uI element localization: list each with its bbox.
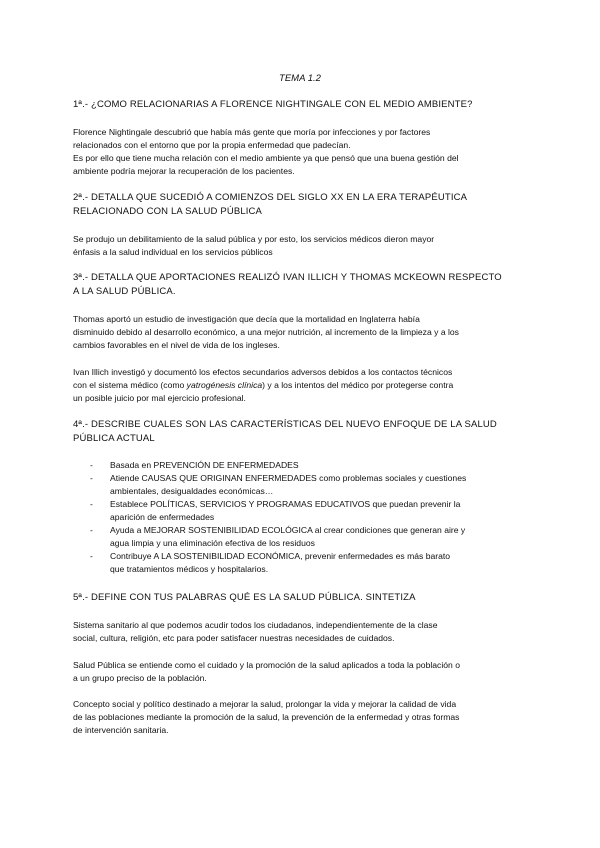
answer-line: relacionados con el entorno que por la propia enfermedad que padecían.	[73, 140, 351, 150]
question-2-heading	[73, 191, 528, 219]
answer-line: Florence Nightingale descubrió que había más gente que moría por infecciones y por factores	[73, 127, 431, 137]
answer-line: Salud Pública se entiende como el cuidado y la promoción de la salud aplicados a toda la población o	[73, 660, 460, 670]
answer-line: Sistema sanitario al que podemos acudir todos los ciudadanos, independientemente de la clase	[73, 620, 438, 630]
text-run: ) y a los intentos del médico por protegerse contra	[262, 380, 454, 390]
heading-line: 2ª.- DETALLA QUE SUCEDIÓ A COMIENZOS DEL SIGLO XX EN LA ERA TERAPÉUTICA	[73, 192, 468, 203]
answer-3-thomas	[73, 313, 533, 352]
answer-line: a un grupo preciso de la población.	[73, 673, 207, 683]
answer-5-para-1	[73, 619, 533, 645]
dash-bullet: -	[90, 473, 93, 483]
heading-line: 4ª.- DESCRIBE CUALES SON LAS CARACTERÍSTICAS DEL NUEVO ENFOQUE DE LA SALUD	[73, 419, 497, 430]
answer-line: de las poblaciones mediante la promoción de la salud, la prevención de la enfermedad y otras formas	[73, 712, 460, 722]
list-item-line: aparición de enfermedades	[110, 512, 215, 522]
italic-term: yatrogénesis clínica	[186, 380, 263, 390]
heading-line: RELACIONADO CON LA SALUD PÚBLICA	[73, 206, 263, 217]
answer-line: énfasis a la salud individual en los servicios públicos	[73, 247, 273, 257]
answer-2	[73, 233, 533, 259]
list-item-line: que tratamientos médicos y hospitalarios.	[110, 564, 269, 574]
heading-line: A LA SALUD PÚBLICA.	[73, 286, 176, 297]
dash-bullet: -	[90, 525, 93, 535]
answer-line: social, cultura, religión, etc para poder satisfacer nuestras necesidades de cuidados.	[73, 633, 395, 643]
answer-line: un posible juicio por mal ejercicio profesional.	[73, 393, 246, 403]
answer-line	[73, 379, 533, 392]
list-item	[73, 459, 533, 472]
answer-line: cambios favorables en el nivel de vida de los ingleses.	[73, 340, 280, 350]
question-3-heading	[73, 271, 528, 299]
list-item-line: agua limpia y una eliminación efectiva de los residuos	[110, 538, 315, 548]
list-item-line: Establece POLÍTICAS, SERVICIOS Y PROGRAMAS EDUCATIVOS que puedan prevenir la	[110, 499, 461, 509]
heading-line: 3ª.- DETALLA QUE APORTACIONES REALIZÓ IVAN ILLICH Y THOMAS MCKEOWN RESPECTO	[73, 272, 502, 283]
answer-5-para-2	[73, 659, 533, 685]
dash-bullet: -	[90, 460, 93, 470]
answer-line: ambiente podría mejorar la recuperación de los pacientes.	[73, 166, 295, 176]
answer-line: Ivan Illich investigó y documentó los efectos secundarios adversos debidos a los contactos técnicos	[73, 367, 453, 377]
answer-3-illich	[73, 366, 533, 405]
answer-line: Concepto social y político destinado a mejorar la salud, prolongar la vida y mejorar la calidad de vida	[73, 699, 457, 709]
answer-line: disminuido debido al desarrollo económico, a una mejor nutrición, al incremento de la limpieza y a los	[73, 327, 459, 337]
characteristics-list	[73, 459, 533, 576]
answer-line: de intervención sanitaria.	[73, 725, 169, 735]
question-4-heading	[73, 418, 528, 446]
heading-line: PÚBLICA ACTUAL	[73, 433, 155, 444]
question-1-heading: 1ª.- ¿COMO RELACIONARIAS A FLORENCE NIGHTINGALE CON EL MEDIO AMBIENTE?	[73, 99, 473, 110]
list-item-line: Ayuda a MEJORAR SOSTENIBILIDAD ECOLÓGICA al crear condiciones que generan aire y	[110, 525, 466, 535]
list-item-line: Atiende CAUSAS QUE ORIGINAN ENFERMEDADES como problemas sociales y cuestiones	[110, 473, 467, 483]
dash-bullet: -	[90, 551, 93, 561]
answer-1	[73, 126, 533, 178]
list-item	[73, 498, 533, 524]
list-item	[73, 550, 533, 576]
document-title: TEMA 1.2	[279, 73, 321, 84]
dash-bullet: -	[90, 499, 93, 509]
answer-line: Se produjo un debilitamiento de la salud pública y por esto, los servicios médicos dieron mayor	[73, 234, 435, 244]
list-item-line: Contribuye A LA SOSTENIBILIDAD ECONÓMICA, prevenir enfermedades es más barato	[110, 551, 451, 561]
answer-5-para-3	[73, 698, 533, 737]
list-item	[73, 524, 533, 550]
answer-line: Es por ello que tiene mucha relación con el medio ambiente ya que pensó que una buena gestión del	[73, 153, 459, 163]
question-5-heading: 5ª.- DEFINE CON TUS PALABRAS QUÉ ES LA SALUD PÚBLICA. SINTETIZA	[73, 592, 416, 603]
text-run: con el sistema médico (como	[73, 380, 187, 390]
list-item	[73, 472, 533, 498]
answer-line: Thomas aportó un estudio de investigación que decía que la mortalidad en Inglaterra había	[73, 314, 420, 324]
list-item-line: ambientales, desigualdades económicas…	[110, 486, 274, 496]
list-item-line: Basada en PREVENCIÓN DE ENFERMEDADES	[110, 460, 299, 470]
